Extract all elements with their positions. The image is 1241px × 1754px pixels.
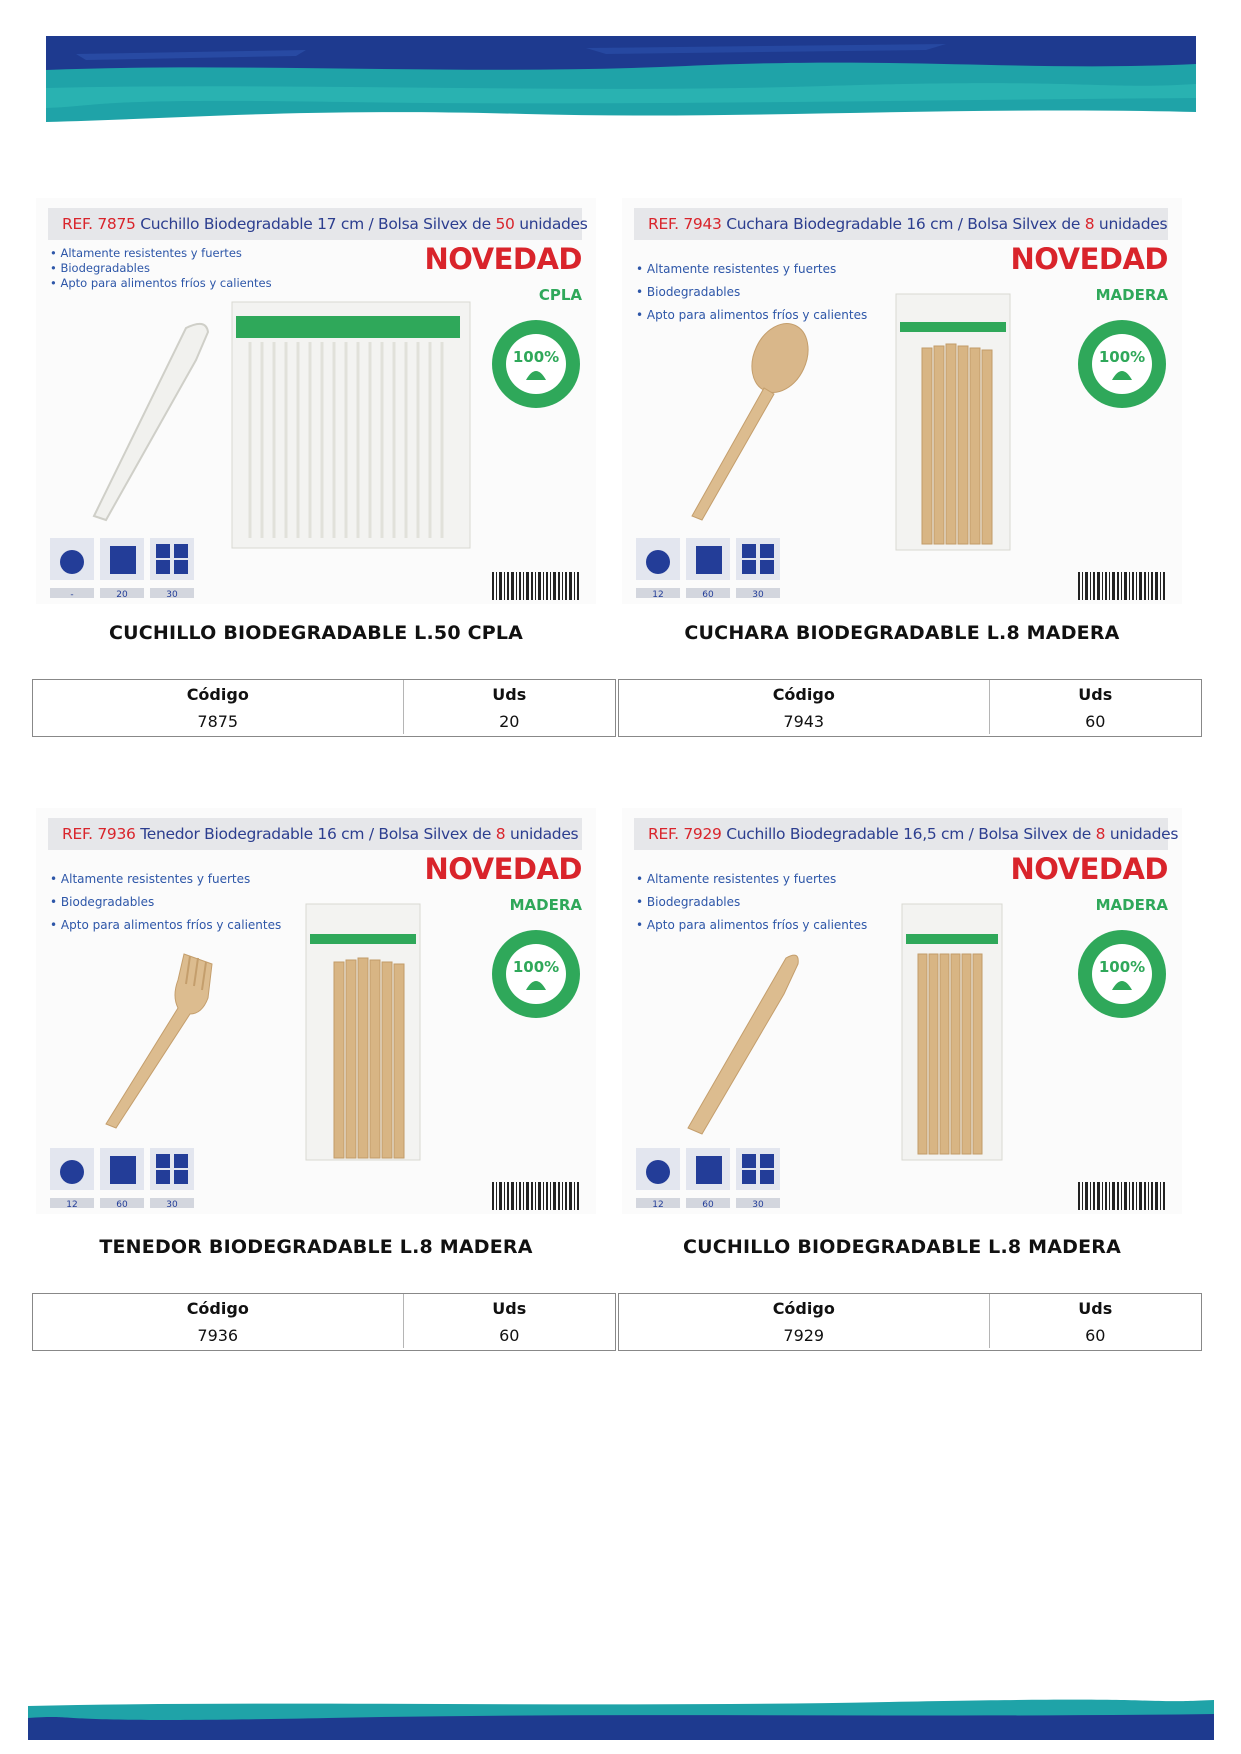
code-value: 7875 [33, 708, 403, 734]
uds-value: 20 [499, 711, 520, 731]
header-end: unidades [505, 825, 579, 843]
code-header: Código [619, 680, 989, 708]
feature-item: • Apto para alimentos fríos y calientes [636, 914, 867, 937]
uds-value: 60 [1085, 1325, 1106, 1345]
code-header: Código [33, 680, 403, 708]
packaging-icons [636, 1148, 788, 1208]
header-end: unidades [514, 215, 588, 233]
product-card-7875 [36, 198, 596, 604]
ref-number: REF. 7936 [62, 825, 136, 843]
uds-header: Uds [1078, 1298, 1113, 1318]
code-value: 7936 [33, 1322, 403, 1348]
badge-text: 100% [1098, 348, 1146, 366]
header-qty: 8 [495, 825, 506, 843]
feature-list [50, 868, 281, 937]
material-label: MADERA [1095, 896, 1168, 914]
code-value: 7929 [619, 1322, 989, 1348]
uds-header: Uds [492, 684, 527, 704]
uds-value: 60 [1085, 711, 1106, 731]
barcode-icon [1076, 572, 1168, 604]
product-caption: CUCHARA BIODEGRADABLE L.8 MADERA [684, 622, 1120, 644]
product-table [32, 1293, 616, 1351]
ref-number: REF. 7929 [648, 825, 722, 843]
pack-value-carton: 60 [116, 1200, 128, 1210]
novedad-label: NOVEDAD [1010, 242, 1168, 276]
header-text: Cuchara Biodegradable 16 cm / Bolsa Silvex de [721, 215, 1085, 233]
product-card-7929 [622, 808, 1182, 1214]
biodegradable-badge-icon [1076, 318, 1168, 410]
product-caption: CUCHILLO BIODEGRADABLE L.8 MADERA [682, 1236, 1122, 1258]
top-banner [46, 36, 1196, 124]
header-qty: 50 [495, 215, 515, 233]
header-text: Tenedor Biodegradable 16 cm / Bolsa Silvex de [135, 825, 496, 843]
card-header [634, 208, 1168, 240]
feature-list [636, 868, 867, 937]
ref-number: REF. 7875 [62, 215, 136, 233]
feature-item: • Apto para alimentos fríos y calientes [636, 304, 867, 327]
pack-value-int: 12 [652, 1200, 664, 1210]
header-end: unidades [1094, 215, 1168, 233]
bottom-banner [28, 1696, 1214, 1740]
brush-stroke-banner [28, 1696, 1214, 1740]
card-header [48, 208, 588, 240]
badge-text: 100% [512, 348, 560, 366]
pack-value-palet: 30 [752, 590, 764, 600]
packaging-icons [636, 538, 788, 598]
barcode-icon [490, 1182, 582, 1214]
material-label: MADERA [1095, 286, 1168, 304]
material-label: MADERA [509, 896, 582, 914]
product-table [618, 679, 1202, 737]
ref-number: REF. 7943 [648, 215, 722, 233]
pack-value-int: 12 [66, 1200, 78, 1210]
feature-list [636, 258, 867, 327]
code-header: Código [33, 1294, 403, 1322]
feature-item: • Apto para alimentos fríos y calientes [50, 914, 281, 937]
feature-item: • Altamente resistentes y fuertes [50, 246, 272, 261]
badge-text: 100% [512, 958, 560, 976]
barcode-icon [1076, 1182, 1168, 1214]
product-card-7936 [36, 808, 596, 1214]
card-header [634, 818, 1179, 850]
uds-value: 60 [499, 1325, 520, 1345]
product-card-7943 [622, 198, 1182, 604]
header-end: unidades [1105, 825, 1179, 843]
biodegradable-badge-icon [490, 318, 582, 410]
header-text: Cuchillo Biodegradable 17 cm / Bolsa Silvex de [135, 215, 496, 233]
novedad-label: NOVEDAD [1010, 852, 1168, 886]
feature-item: • Altamente resistentes y fuertes [636, 868, 867, 891]
product-table [32, 679, 616, 737]
material-label: CPLA [538, 286, 582, 304]
biodegradable-badge-icon [490, 928, 582, 1020]
header-qty: 8 [1084, 215, 1095, 233]
packaging-icons [50, 1148, 202, 1208]
feature-item: • Biodegradables [636, 891, 867, 914]
novedad-label: NOVEDAD [424, 852, 582, 886]
pack-value-palet: 30 [166, 1200, 178, 1210]
barcode-icon [490, 572, 582, 604]
pack-value-int: - [70, 590, 74, 600]
code-header: Código [619, 1294, 989, 1322]
feature-list [50, 246, 272, 291]
pack-value-carton: 20 [116, 590, 128, 600]
pack-value-carton: 60 [702, 590, 714, 600]
brush-stroke-banner [46, 36, 1196, 124]
uds-header: Uds [492, 1298, 527, 1318]
biodegradable-badge-icon [1076, 928, 1168, 1020]
card-header [48, 818, 582, 850]
feature-item: • Altamente resistentes y fuertes [50, 868, 281, 891]
product-table [618, 1293, 1202, 1351]
feature-item: • Apto para alimentos fríos y calientes [50, 276, 272, 291]
novedad-label: NOVEDAD [424, 242, 582, 276]
code-value: 7943 [619, 708, 989, 734]
feature-item: • Biodegradables [50, 261, 272, 276]
pack-value-carton: 60 [702, 1200, 714, 1210]
pack-value-int: 12 [652, 590, 664, 600]
product-caption: CUCHILLO BIODEGRADABLE L.50 CPLA [108, 622, 524, 644]
uds-header: Uds [1078, 684, 1113, 704]
pack-value-palet: 30 [752, 1200, 764, 1210]
badge-text: 100% [1098, 958, 1146, 976]
header-qty: 8 [1095, 825, 1106, 843]
feature-item: • Altamente resistentes y fuertes [636, 258, 867, 281]
product-caption: TENEDOR BIODEGRADABLE L.8 MADERA [99, 1236, 533, 1258]
header-text: Cuchillo Biodegradable 16,5 cm / Bolsa Silvex de [721, 825, 1096, 843]
feature-item: • Biodegradables [50, 891, 281, 914]
pack-value-palet: 30 [166, 590, 178, 600]
packaging-icons [50, 538, 202, 598]
feature-item: • Biodegradables [636, 281, 867, 304]
